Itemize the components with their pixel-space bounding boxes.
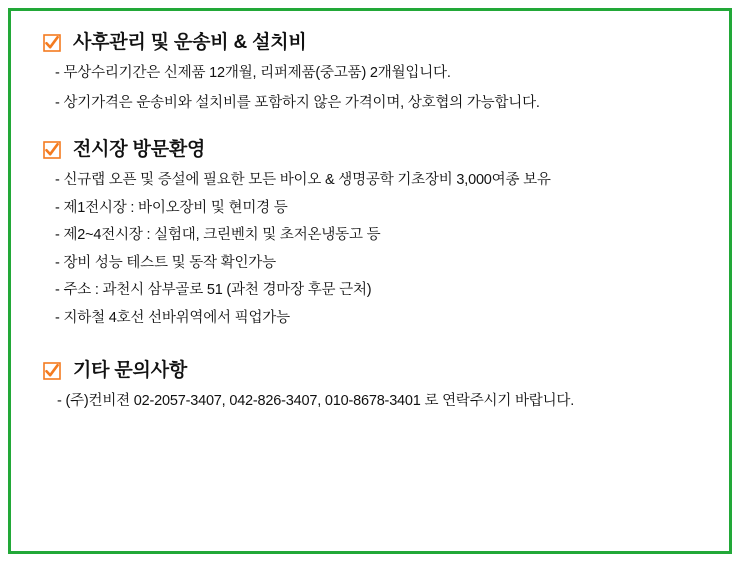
list-item: - 주소 : 과천시 삼부골로 51 (과천 경마장 후문 근처)	[55, 282, 372, 298]
check-box-icon	[43, 362, 61, 380]
list-item: - 신규랩 오픈 및 증설에 필요한 모든 바이오 & 생명공학 기초장비 3,000여종 보유	[55, 172, 551, 188]
list-item: - 지하철 4호선 선바위역에서 픽업가능	[55, 309, 290, 326]
list-item: - 제1전시장 : 바이오장비 및 현미경 등	[55, 199, 288, 216]
section-title: 사후관리 및 운송비 & 설치비	[73, 32, 307, 53]
list-item: - 장비 성능 테스트 및 동작 확인가능	[55, 254, 276, 271]
section-header	[43, 33, 703, 52]
section-after-sales	[37, 33, 703, 110]
section-other-inquiries	[37, 361, 703, 409]
list-item: - 무상수리기간은 신제품 12개월, 리퍼제품(중고품) 2개월입니다.	[55, 65, 451, 81]
section-showroom-visit	[37, 140, 703, 325]
section-header	[43, 140, 703, 159]
section-item-list	[37, 173, 703, 325]
green-bordered-content-frame	[8, 8, 732, 554]
section-header	[43, 361, 703, 380]
section-item-list	[37, 66, 703, 110]
section-item-list	[37, 394, 703, 409]
section-title: 전시장 방문환영	[73, 139, 206, 160]
section-title: 기타 문의사항	[73, 360, 188, 381]
list-item: - 제2~4전시장 : 실험대, 크린벤치 및 초저온냉동고 등	[55, 227, 381, 243]
list-item: - (주)컨비젼 02-2057-3407, 042-826-3407, 010-8678-3401 로 연락주시기 바랍니다.	[57, 393, 575, 409]
list-item: - 상기가격은 운송비와 설치비를 포함하지 않은 가격이며, 상호협의 가능합니다.	[55, 94, 540, 111]
check-box-icon	[43, 34, 61, 52]
check-box-icon	[43, 141, 61, 159]
